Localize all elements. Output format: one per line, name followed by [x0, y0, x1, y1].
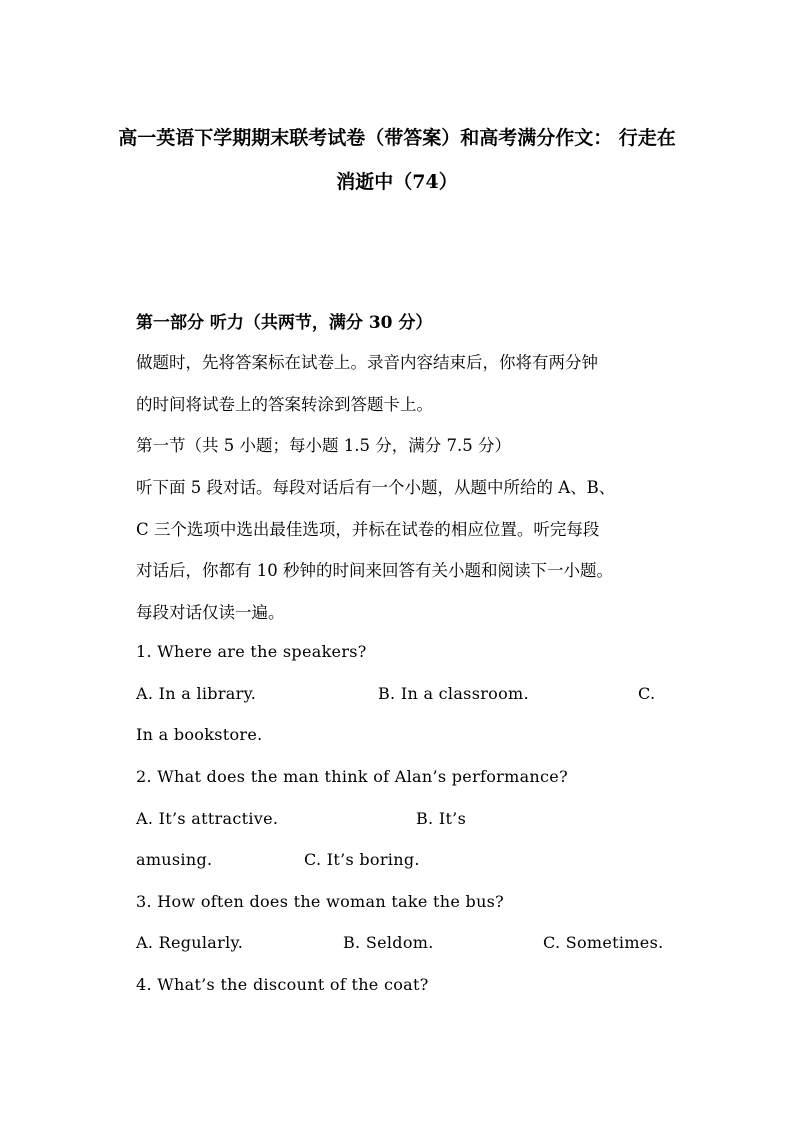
- option-a: A. It’s attractive.: [136, 809, 279, 828]
- document-title-line-2: 消逝中（74）: [336, 171, 458, 193]
- instruction-line: 每段对话仅读一遍。: [136, 603, 285, 622]
- question-stem: 4. What’s the discount of the coat?: [136, 975, 429, 994]
- option-c: C. It’s boring.: [304, 850, 420, 869]
- option-b: B. Seldom.: [343, 933, 434, 952]
- instruction-line: 的时间将试卷上的答案转涂到答题卡上。: [136, 395, 433, 414]
- option-a: A. Regularly.: [136, 933, 244, 952]
- question-stem: 3. How often does the woman take the bus?: [136, 892, 505, 911]
- document-title-line-1: 高一英语下学期期末联考试卷（带答案）和高考满分作文： 行走在: [118, 127, 676, 149]
- question-stem: 1. Where are the speakers?: [136, 642, 367, 661]
- instruction-line: 听下面 5 段对话。每段对话后有一个小题，从题中所给的 A、B、: [136, 478, 616, 497]
- option-c: C.: [638, 684, 656, 703]
- section-heading: 第一部分 听力（共两节，满分 30 分）: [136, 313, 433, 333]
- option-c-continued: In a bookstore.: [136, 725, 263, 744]
- option-b-continued: amusing.: [136, 850, 213, 869]
- instruction-line: 做题时，先将答案标在试卷上。录音内容结束后，你将有两分钟: [136, 353, 598, 372]
- option-b: B. It’s: [416, 809, 467, 828]
- option-a: A. In a library.: [136, 684, 257, 703]
- question-stem: 2. What does the man think of Alan’s performance?: [136, 767, 568, 786]
- option-b: B. In a classroom.: [378, 684, 529, 703]
- instruction-line: 对话后，你都有 10 秒钟的时间来回答有关小题和阅读下一小题。: [136, 561, 613, 580]
- instruction-line: C 三个选项中选出最佳选项，并标在试卷的相应位置。听完每段: [136, 520, 600, 539]
- option-c: C. Sometimes.: [543, 933, 664, 952]
- part-heading: 第一节（共 5 小题；每小题 1.5 分，满分 7.5 分）: [136, 436, 511, 455]
